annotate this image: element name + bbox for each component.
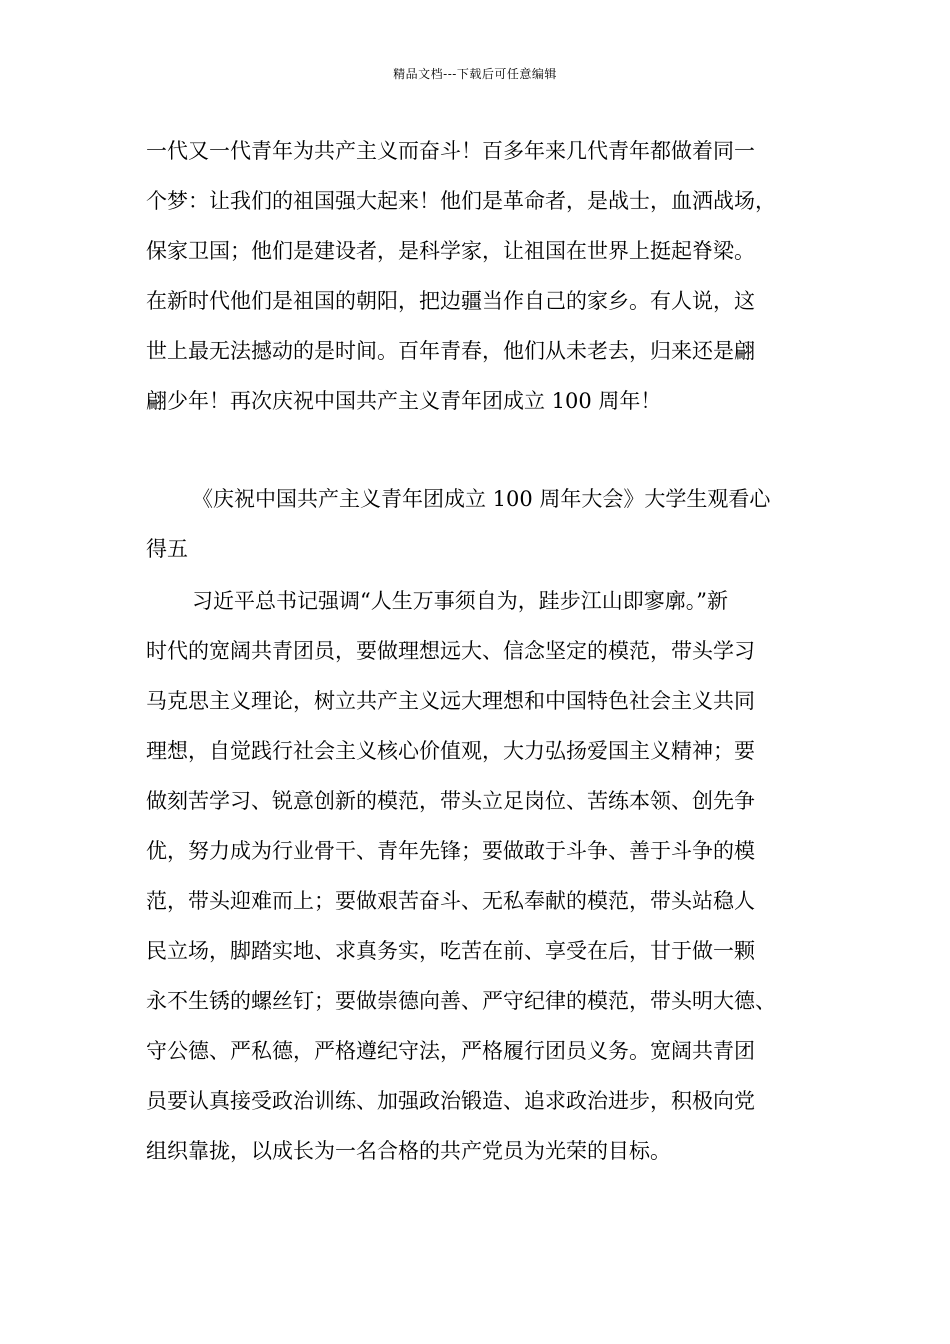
paragraph-line: 翩少年！再次庆祝中国共产主义青年团成立 100 周年！ — [146, 389, 662, 413]
paragraph-line: 永不生锈的螺丝钉；要做崇德向善、严守纪律的模范，带头明大德、 — [146, 989, 776, 1013]
page-header: 精品文档---下载后可任意编辑 — [393, 67, 557, 81]
paragraph-continuation — [146, 126, 806, 426]
paragraph-line: 时代的宽阔共青团员，要做理想远大、信念坚定的模范，带头学习 — [146, 639, 755, 663]
paragraph-line: 保家卫国；他们是建设者，是科学家，让祖国在世界上挺起脊梁。 — [146, 239, 755, 263]
paragraph-line: 优，努力成为行业骨干、青年先锋；要做敢于斗争、善于斗争的模 — [146, 839, 755, 863]
paragraph-line: 世上最无法撼动的是时间。百年青春，他们从未老去，归来还是翩 — [146, 339, 755, 363]
paragraph-line: 马克思主义理论，树立共产主义远大理想和中国特色社会主义共同 — [146, 689, 755, 713]
paragraph-line: 个梦：让我们的祖国强大起来！他们是革命者，是战士，血洒战场， — [146, 189, 776, 213]
section-title — [146, 474, 806, 574]
title-line: 得五 — [146, 537, 188, 561]
paragraph-line: 员要认真接受政治训练、加强政治锻造、追求政治进步，积极向党 — [146, 1089, 755, 1113]
paragraph-line: 民立场，脚踏实地、求真务实，吃苦在前、享受在后，甘于做一颗 — [146, 939, 755, 963]
paragraph-line: 一代又一代青年为共产主义而奋斗！百多年来几代青年都做着同一 — [146, 139, 755, 163]
paragraph-line: 理想，自觉践行社会主义核心价值观，大力弘扬爱国主义精神；要 — [146, 739, 755, 763]
paragraph-line: 做刻苦学习、锐意创新的模范，带头立足岗位、苦练本领、创先争 — [146, 789, 755, 813]
paragraph-line: 守公德、严私德，严格遵纪守法，严格履行团员义务。宽阔共青团 — [146, 1039, 755, 1063]
paragraph-line: 在新时代他们是祖国的朝阳，把边疆当作自己的家乡。有人说，这 — [146, 289, 755, 313]
paragraph-line: 习近平总书记强调“人生万事须自为，跬步江山即寥廓。”新 — [192, 589, 728, 613]
paragraph-line: 组织靠拢，以成长为一名合格的共产党员为光荣的目标。 — [146, 1139, 671, 1163]
title-line: 《庆祝中国共产主义青年团成立 100 周年大会》大学生观看心 — [192, 487, 771, 511]
paragraph-line: 范，带头迎难而上；要做艰苦奋斗、无私奉献的模范，带头站稳人 — [146, 889, 755, 913]
paragraph-body — [146, 576, 806, 1176]
